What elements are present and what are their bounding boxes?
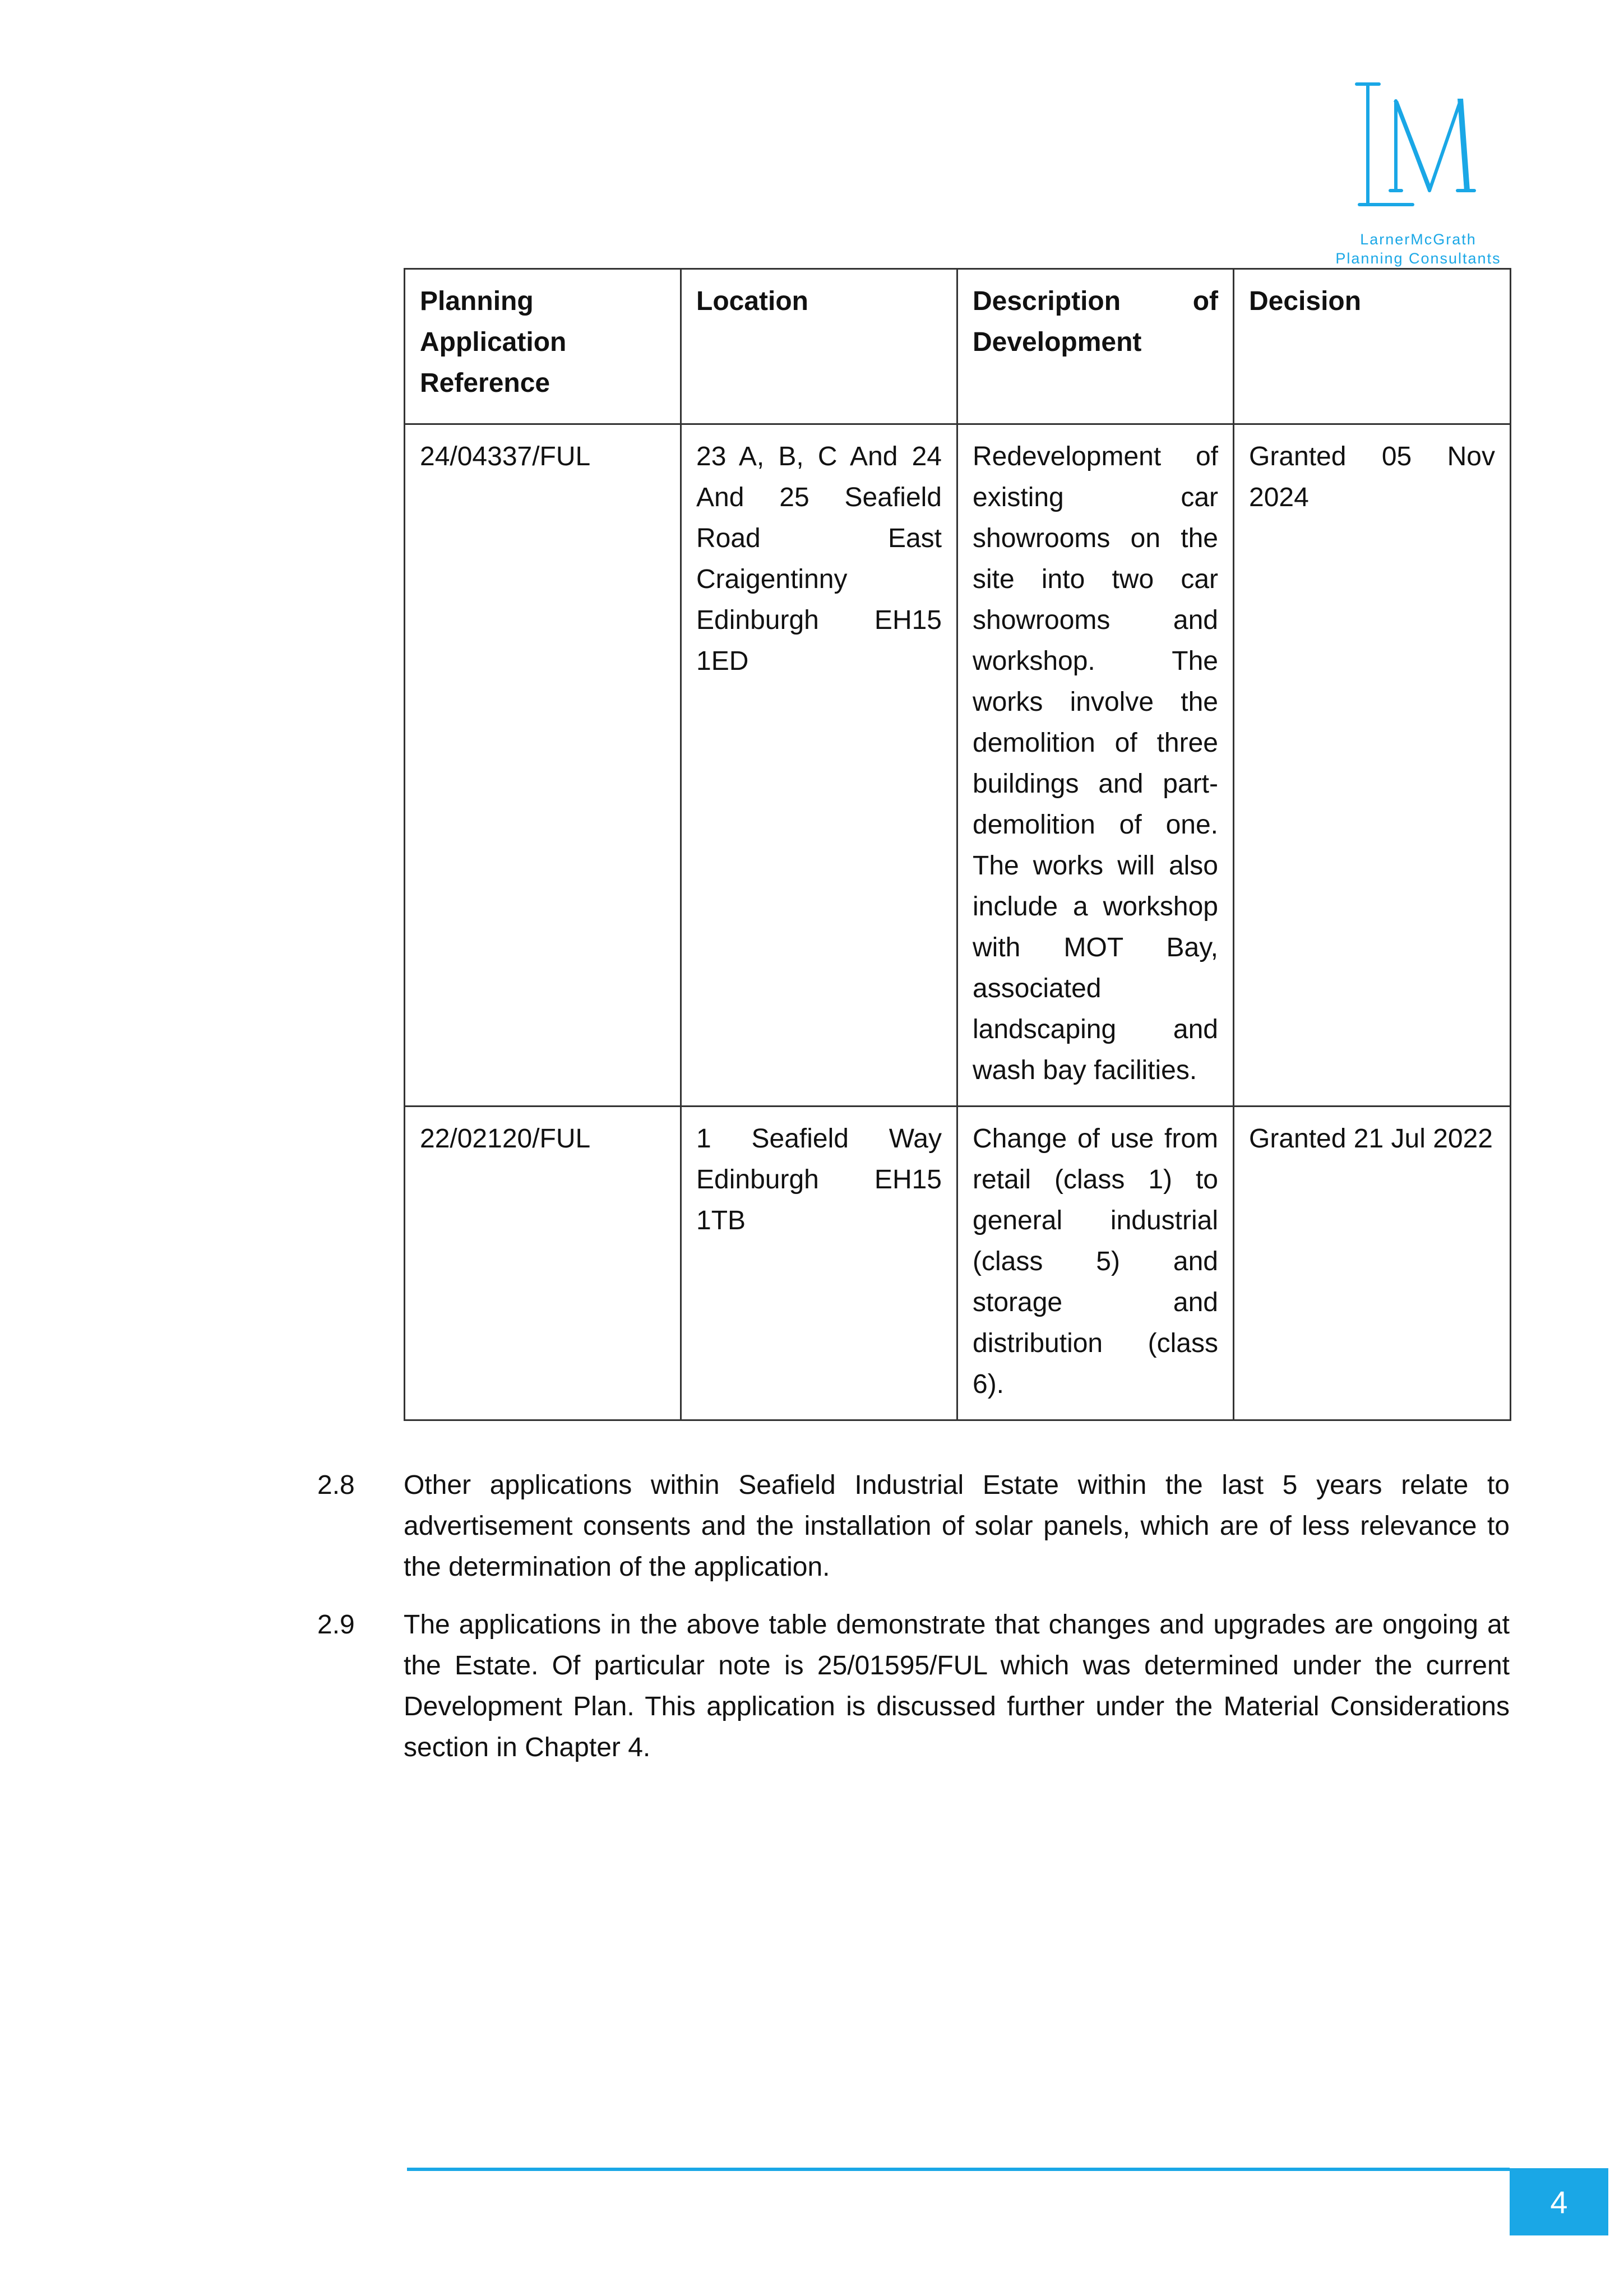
paragraph-number: 2.8	[317, 1470, 355, 1500]
cell-location: 1 Seafield Way Edinburgh EH15 1TB	[681, 1107, 957, 1420]
page-number-badge	[1510, 2168, 1608, 2235]
header-decision: Decision	[1234, 269, 1511, 424]
paragraph-text: The applications in the above table demonstrate that changes and upgrades are ongoing at the Estate. Of particular note is 25/01595/FUL which was determined under the current Development Plan. This application is discussed further under the Material Considerations section in Chapter 4.	[404, 1610, 1510, 1762]
cell-description: Redevelopment of existing car showrooms on the site into two car showrooms and workshop. The works involve the demolition of three buildings and part-demolition of one. The works will also include a workshop with MOT Bay, associated landscaping and wash bay facilities.	[957, 424, 1234, 1107]
cell-reference: 24/04337/FUL	[405, 424, 681, 1107]
cell-location: 23 A, B, C And 24 And 25 Seafield Road East Craigentinny Edinburgh EH15 1ED	[681, 424, 957, 1107]
cell-reference: 22/02120/FUL	[405, 1107, 681, 1420]
cell-description: Change of use from retail (class 1) to general industrial (class 5) and storage and distribution (class 6).	[957, 1107, 1234, 1420]
company-logo	[1317, 78, 1519, 269]
paragraph-text: Other applications within Seafield Industrial Estate within the last 5 years relate to advertisement consents and the installation of solar panels, which are of less relevance to the determination of the application.	[404, 1470, 1510, 1582]
header-location: Location	[681, 269, 957, 424]
table-row	[405, 1107, 1511, 1420]
planning-applications-table	[404, 268, 1511, 1421]
paragraph-number: 2.9	[317, 1610, 355, 1640]
cell-decision: Granted 21 Jul 2022	[1234, 1107, 1511, 1420]
table-row	[405, 424, 1511, 1107]
header-reference: Planning Application Reference	[405, 269, 681, 424]
cell-decision: Granted 05 Nov 2024	[1234, 424, 1511, 1107]
footer-divider	[407, 2168, 1510, 2171]
logo-company-subtitle: Planning Consultants	[1335, 250, 1501, 267]
lm-monogram-icon	[1345, 78, 1491, 219]
table-header-row	[405, 269, 1511, 424]
header-description: Description of Development	[957, 269, 1234, 424]
page-number: 4	[1550, 2184, 1568, 2220]
paragraph-2-9	[317, 1604, 1510, 1768]
logo-company-name: LarnerMcGrath	[1360, 231, 1477, 248]
paragraph-2-8	[317, 1465, 1510, 1587]
